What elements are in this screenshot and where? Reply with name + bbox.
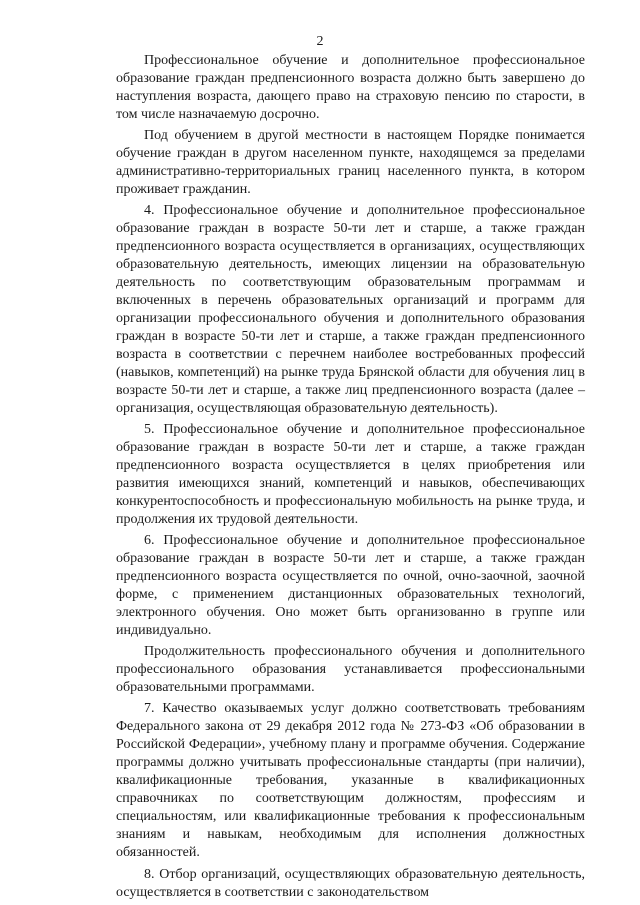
paragraph-other-locality: Под обучением в другой местности в настоящем Порядке понимается обучение граждан в другом населенном пункте, находящемся за пределами административно-территориальных границ населенного пункта, в котором проживает гражданин.	[116, 128, 585, 197]
paragraph-duration: Продолжительность профессионального обучения и дополнительного профессионального образования устанавливается профессиональными образовательными программами.	[116, 644, 585, 695]
paragraph-item-8: 8. Отбор организаций, осуществляющих образовательную деятельность, осуществляется в соответствии с законодательством	[116, 867, 585, 900]
document-body	[116, 52, 585, 902]
paragraph-item-5: 5. Профессиональное обучение и дополнительное профессиональное образование граждан в возрасте 50-ти лет и старше, а также граждан предпенсионного возраста осуществляется в целях приобретения или развития имеющихся знаний, компетенций и навыков, обеспечивающих конкурентоспособность и профессиональную мобильность на рынке труда, и продолжения их трудовой деятельности.	[116, 422, 585, 527]
page-number: 2	[316, 34, 324, 49]
paragraph-item-4: 4. Профессиональное обучение и дополнительное профессиональное образование граждан в возрасте 50-ти лет и старше, а также граждан предпенсионного возраста осуществляется в организациях, осуществляющих образовательную деятельность, имеющих лицензии на образовательную деятельность по соответствующим образовательным программам и включенных в перечень образовательных организаций и программ для организации профессионального обучения и дополнительного образования граждан в возрасте 50-ти лет и старше, а также граждан предпенсионного возраста в соответствии с перечнем наиболее востребованных профессий (навыков, компетенций) на рынке труда Брянской области для обучения лиц в возрасте 50-ти лет и старше, а также лиц предпенсионного возраста (далее – организация, осуществляющая образовательную деятельность).	[116, 203, 585, 416]
paragraph-completion-deadline: Профессиональное обучение и дополнительное профессиональное образование граждан предпенсионного возраста должно быть завершено до наступления возраста, дающего право на страховую пенсию по старости, в том числе назначаемую досрочно.	[116, 53, 585, 122]
paragraph-item-7: 7. Качество оказываемых услуг должно соответствовать требованиям Федерального закона от 29 декабря 2012 года № 273-ФЗ «Об образовании в Российской Федерации», учебному плану и программе обучения. Содержание программы должно учитывать профессиональные стандарты (при наличии), квалификационные требования, указанные в квалификационных справочниках по соответствующим должностям, профессиям и специальностям, или квалификационные требования к профессиональным знаниям и навыкам, необходимым для исполнения должностных обязанностей.	[116, 701, 585, 860]
paragraph-item-6: 6. Профессиональное обучение и дополнительное профессиональное образование граждан в возрасте 50-ти лет и старше, а также граждан предпенсионного возраста осуществляется по очной, очно-заочной, заочной форме, с применением дистанционных образовательных технологий, электронного обучения. Оно может быть организованно в группе или индивидуально.	[116, 533, 585, 638]
